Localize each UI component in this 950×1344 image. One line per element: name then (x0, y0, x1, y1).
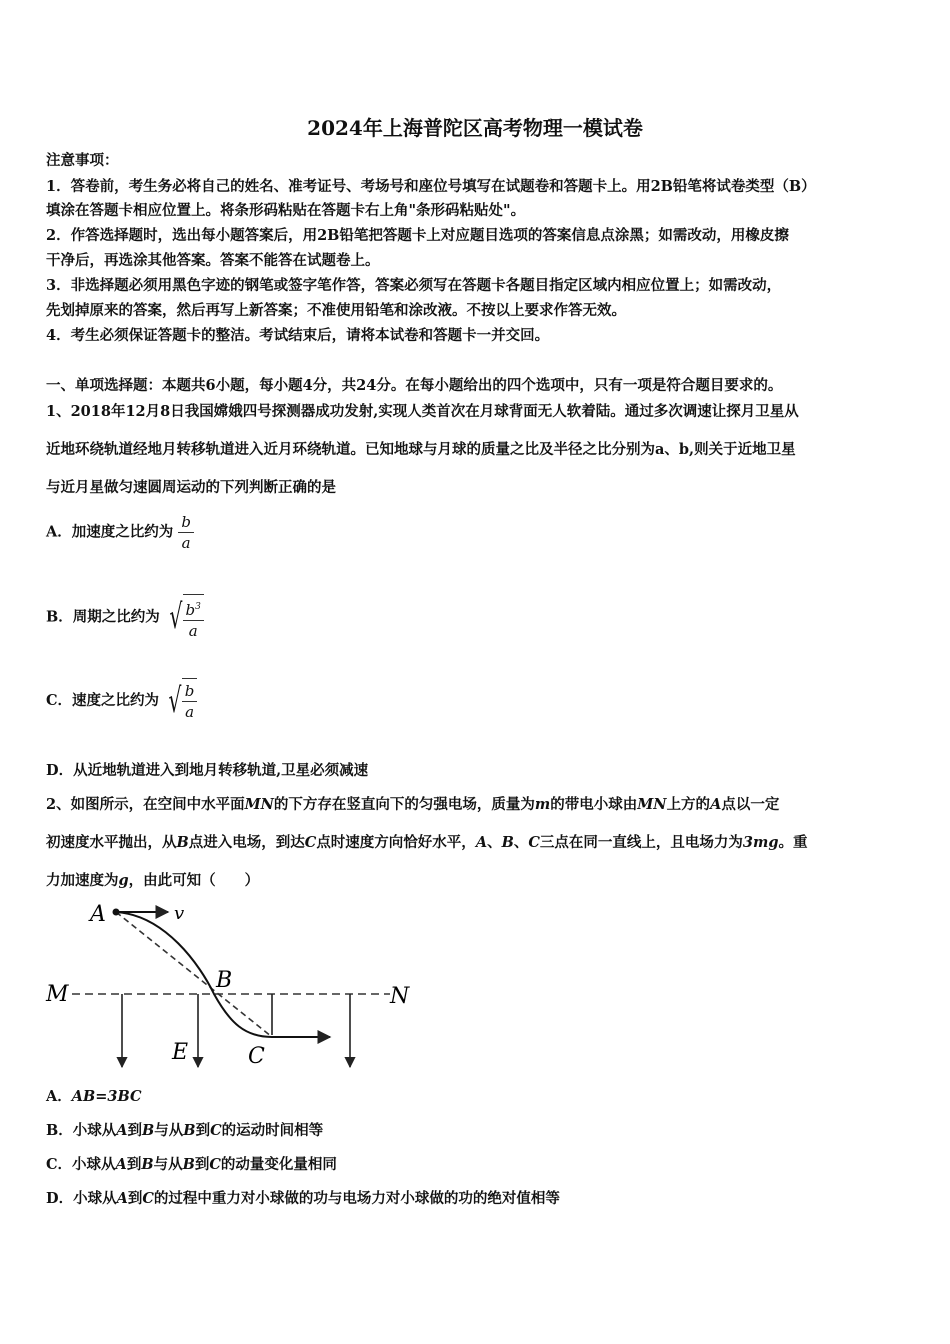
option-c (46, 678, 197, 724)
var: A (710, 796, 722, 813)
var: C (142, 1190, 154, 1207)
var: B (142, 1122, 155, 1139)
var: g (118, 872, 129, 889)
question-text: 与近月星做匀速圆周运动的下列判断正确的是 (46, 479, 336, 496)
var: B (183, 1122, 196, 1139)
text: 点以一定 (721, 796, 780, 813)
option-label: C．速度之比约为 (46, 692, 160, 709)
var: MN (637, 796, 667, 813)
text: 。重 (778, 834, 808, 851)
var: C (304, 834, 317, 851)
notice-line: 干净后，再选涂其他答案。答案不能答在试题卷上。 (46, 252, 380, 269)
question-text (46, 795, 779, 815)
denominator: a (185, 703, 195, 721)
question-text: 近地环绕轨道经地月转移轨道进入近月环绕轨道。已知地球与月球的质量之比及半径之比分别为a、b,则关于近地卫星 (46, 441, 796, 458)
numerator: b (178, 512, 194, 533)
notice-line: 先划掉原来的答案，然后再写上新答案；不准使用铅笔和涂改液。不按以上要求作答无效。 (46, 302, 626, 319)
text: A． (46, 1088, 72, 1105)
exponent: 3 (195, 602, 201, 612)
text: 三点在同一直线上，且电场力为 (539, 834, 743, 851)
ac-dashed-line (116, 912, 272, 1037)
radical-sign: √ (169, 597, 183, 637)
option-b (46, 1121, 323, 1141)
text: 初速度水平抛出，从 (46, 834, 177, 851)
option-a (46, 1087, 142, 1107)
var: B (176, 834, 189, 851)
notice-line: 1．答卷前，考生务必将自己的姓名、准考证号、考场号和座位号填写在试题卷和答题卡上。用2B铅笔将试卷类型（B） (46, 178, 816, 195)
option-d: D．从近地轨道进入到地月转移轨道,卫星必须减速 (46, 762, 369, 779)
fraction (182, 678, 198, 724)
page-title: 2024年上海普陀区高考物理一模试卷 (307, 116, 643, 140)
var: C (209, 1156, 221, 1173)
option-label: A．加速度之比约为 (46, 523, 174, 541)
fraction (178, 512, 194, 553)
fraction (183, 594, 204, 641)
option-a (46, 512, 194, 553)
option-b (46, 594, 204, 641)
var: A (115, 1156, 127, 1173)
notice-line: 4．考生必须保证答题卡的整洁。考试结束后，请将本试卷和答题卡一并交回。 (46, 327, 550, 344)
notice-line: 2．作答选择题时，选出每小题答案后，用2B铅笔把答题卡上对应题目选项的答案信息点涂黑；如需改动，用橡皮擦 (46, 227, 789, 244)
text: 与从 (154, 1122, 184, 1139)
text: 与从 (153, 1156, 183, 1173)
text: 到 (194, 1156, 210, 1173)
text: 的带电小球由 (550, 796, 638, 813)
sqrt (164, 678, 197, 724)
sqrt (165, 594, 204, 641)
text: B．小球从 (46, 1122, 117, 1139)
question-text (46, 833, 807, 853)
text: 点进入电场，到达 (188, 834, 305, 851)
text: D．小球从 (46, 1190, 117, 1207)
label-b: B (216, 968, 233, 993)
text: 、 (487, 834, 502, 851)
text: 上方的 (666, 796, 711, 813)
var: AB=3BC (71, 1088, 142, 1105)
var: m (534, 796, 551, 813)
text: 点时速度方向恰好水平， (316, 834, 476, 851)
label-v: v (174, 903, 185, 924)
label-e: E (172, 1040, 189, 1065)
point-a (113, 909, 120, 916)
var: B (182, 1156, 195, 1173)
var: A (475, 834, 488, 851)
label-c: C (248, 1044, 265, 1069)
var: C (528, 834, 540, 851)
question-text (46, 871, 259, 891)
text: 、 (513, 834, 529, 851)
notice-heading: 注意事项： (46, 152, 119, 169)
var: B (141, 1156, 154, 1173)
denominator: a (181, 534, 191, 552)
label-a: A (90, 902, 106, 927)
text: 的运动时间相等 (221, 1122, 324, 1139)
var: A (116, 1190, 128, 1207)
text: 到 (126, 1156, 142, 1173)
var: B (501, 834, 514, 851)
physics-diagram (40, 895, 420, 1080)
var: C (210, 1122, 222, 1139)
text: 到 (127, 1122, 143, 1139)
question-text: 1、2018年12月8日我国嫦娥四号探测器成功发射,实现人类首次在月球背面无人软着陆。通过多次调速让探月卫星从 (46, 403, 799, 420)
option-d (46, 1189, 560, 1209)
label-n: N (390, 984, 410, 1009)
text: 到 (127, 1190, 143, 1207)
numerator (183, 597, 204, 621)
text: 的下方存在竖直向下的匀强电场，质量为 (273, 796, 535, 813)
label-m: M (46, 982, 69, 1007)
text: 2、如图所示，在空间中水平面 (46, 796, 245, 813)
option-c (46, 1155, 337, 1175)
numerator: b (182, 681, 198, 702)
notice-line: 填涂在答题卡相应位置上。将条形码粘贴在答题卡右上角"条形码粘贴处"。 (46, 202, 526, 219)
var: MN (244, 796, 274, 813)
section-heading: 一、单项选择题：本题共6小题，每小题4分，共24分。在每小题给出的四个选项中，只有一项是符合题目要求的。 (46, 377, 783, 394)
denominator: a (188, 622, 198, 640)
option-label: B．周期之比约为 (46, 608, 160, 626)
var: A (116, 1122, 128, 1139)
text: C．小球从 (46, 1156, 116, 1173)
num-base: b (185, 601, 196, 619)
text: 到 (195, 1122, 211, 1139)
radical-sign: √ (168, 681, 182, 721)
notice-line: 3．非选择题必须用黑色字迹的钢笔或签字笔作答，答案必须写在答题卡各题目指定区域内相应位置上；如需改动， (46, 277, 782, 294)
text: 的过程中重力对小球做的功与电场力对小球做的功的绝对值相等 (153, 1190, 560, 1207)
text: 的动量变化量相同 (220, 1156, 337, 1173)
text: ，由此可知（ ） (128, 872, 260, 889)
var: 3mg (742, 834, 779, 851)
text: 力加速度为 (46, 872, 119, 889)
